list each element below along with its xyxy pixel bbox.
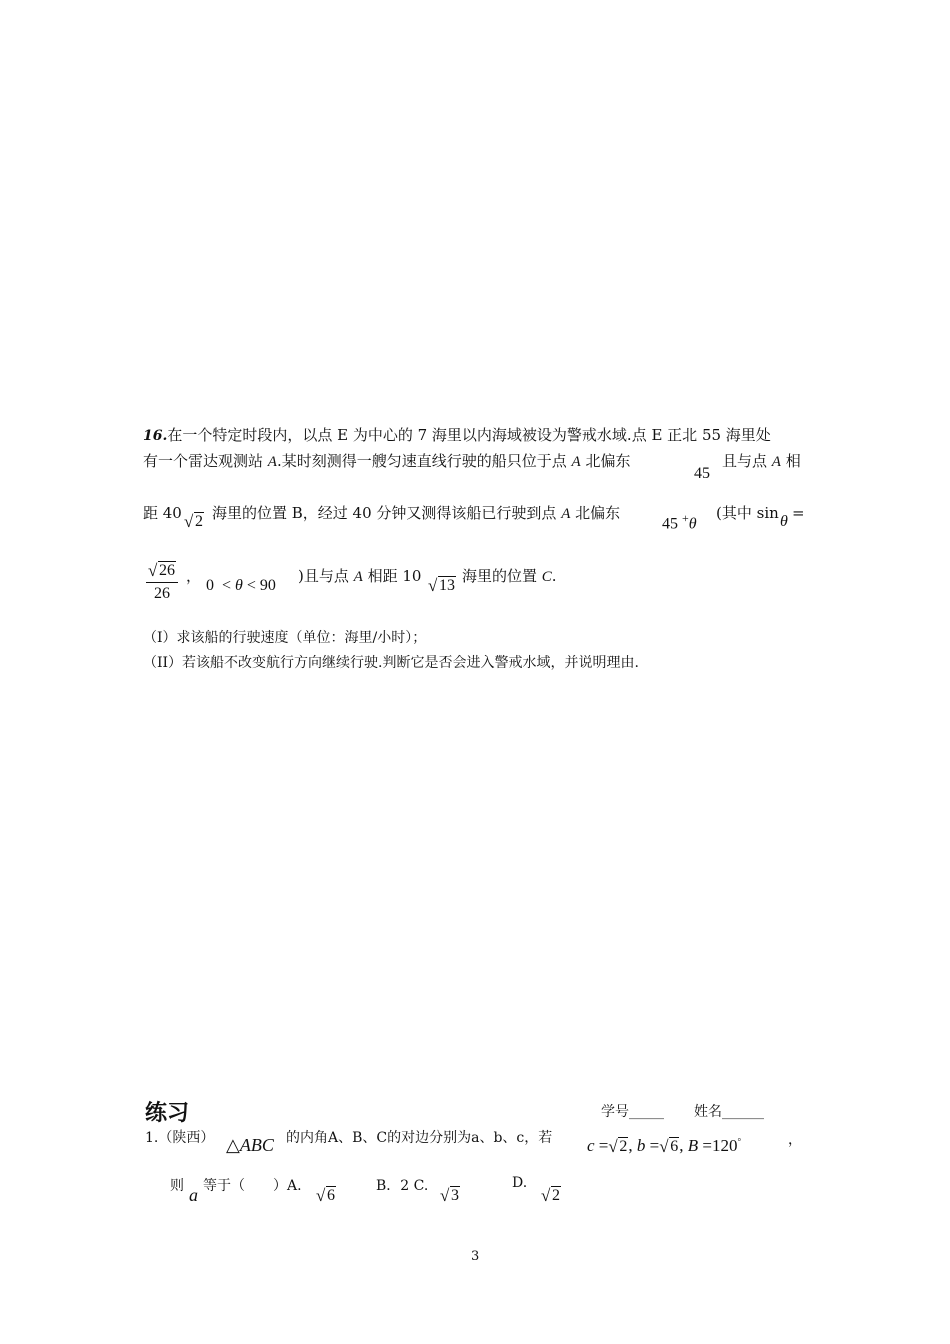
sqrt-13 [428,575,456,595]
problem-16-line-3-mid [212,503,620,524]
denominator: 26 [154,585,170,602]
student-name-field: 姓名______ [694,1104,764,1120]
problem-number: 16. [143,428,168,444]
plus-sign: + [682,511,689,525]
option-b-c-label: B．2 C. [376,1178,429,1194]
option-a-value [316,1185,336,1205]
text: )且与点 [298,567,354,585]
equals: = [594,1136,609,1155]
trailing-comma: ， [788,1132,802,1148]
point-a: A [267,454,277,470]
text: .某时刻测得一艘匀速直线行驶的船只位于点 [276,452,572,470]
equals-sign: = [792,504,805,522]
radicand: 13 [439,577,455,594]
period: . [551,567,557,585]
problem-16-line-3-end [716,503,779,523]
option-d-value [541,1185,561,1205]
problem-16-line-2-end [722,451,801,472]
var-c: c [587,1136,595,1155]
point-a: A [771,454,781,470]
angle-value: 45 [662,515,678,533]
problem-16-line-4 [298,566,421,587]
radicand: 2 [195,513,203,530]
text: 距 40 [143,504,182,522]
less-than: < [222,577,232,594]
less-than: < [246,577,256,594]
problem-16-line-2 [143,451,630,472]
question-1-text: 的内角A、B、C的对边分别为a、b、c，若 [286,1130,553,1146]
angle-45-theta [662,511,697,533]
angle-value: 120 [711,1136,738,1155]
text: 北偏东 [580,452,631,470]
problem-text: 在一个特定时段内，以点 E 为中心的 7 海里以内海域被设为警戒水域.点 E 正北 55 海里处 [167,426,771,444]
then-label: 则 [170,1178,184,1194]
radicand: 6 [670,1138,679,1155]
range-ninety: 90 [259,577,276,594]
var-b-angle: B [687,1136,699,1155]
point-a: A [561,506,571,522]
equals-text: 等于（ ）A. [203,1178,302,1194]
radicand: 3 [451,1187,459,1204]
text: 有一个雷达观测站 [143,452,268,470]
text: 北偏东 [570,504,621,522]
triangle-abc: △ABC [226,1135,274,1155]
equals: = [698,1136,712,1155]
text: 相距 10 [362,567,422,585]
equals: = [645,1136,660,1155]
var-b: b [636,1136,646,1155]
text: 且与点 [722,452,772,470]
part-2: （II）若该船不改变航行方向继续行驶.判断它是否会进入警戒水域，并说明理由. [143,655,639,671]
student-id-field: 学号_____ [601,1104,664,1120]
problem-16-line-1 [143,425,771,446]
theta: θ [688,515,697,533]
numerator-radicand: 26 [159,562,175,579]
fraction-sqrt26-over-26 [146,562,178,603]
text: 海里的位置 [462,567,542,585]
radicand: 2 [619,1138,628,1155]
part-1: （I）求该船的行驶速度（单位：海里/小时）； [143,630,427,646]
theta-2: θ [780,513,788,530]
theta: θ [235,577,243,594]
text: (其中 sin [716,504,779,522]
separator: , [679,1136,688,1155]
condition-expression: c =√ 2, b =√ 6, B =120° [587,1136,741,1156]
point-a: A [353,569,363,585]
point-c: C [541,569,552,585]
page-number: 3 [471,1249,480,1264]
range-zero: 0 [206,577,214,594]
option-c-value [440,1185,460,1205]
angle-45: 45 [694,465,710,482]
problem-16-line-4-end [462,566,557,587]
option-d-label: D. [512,1175,528,1191]
text: 海里的位置 B，经过 40 分钟又测得该船已行驶到点 [212,504,562,522]
point-a: A [571,454,581,470]
separator: , [628,1136,637,1155]
problem-16-line-3 [143,503,182,523]
question-1-prefix: 1.（陕西） [145,1130,215,1146]
theta-range [206,577,276,595]
comma: ， [186,567,202,585]
sqrt-2 [184,511,204,531]
radicand: 6 [327,1187,335,1204]
radicand: 2 [552,1187,560,1204]
var-a: a [189,1185,198,1205]
practice-heading: 练习 [145,1101,190,1126]
text: 相 [780,452,801,470]
